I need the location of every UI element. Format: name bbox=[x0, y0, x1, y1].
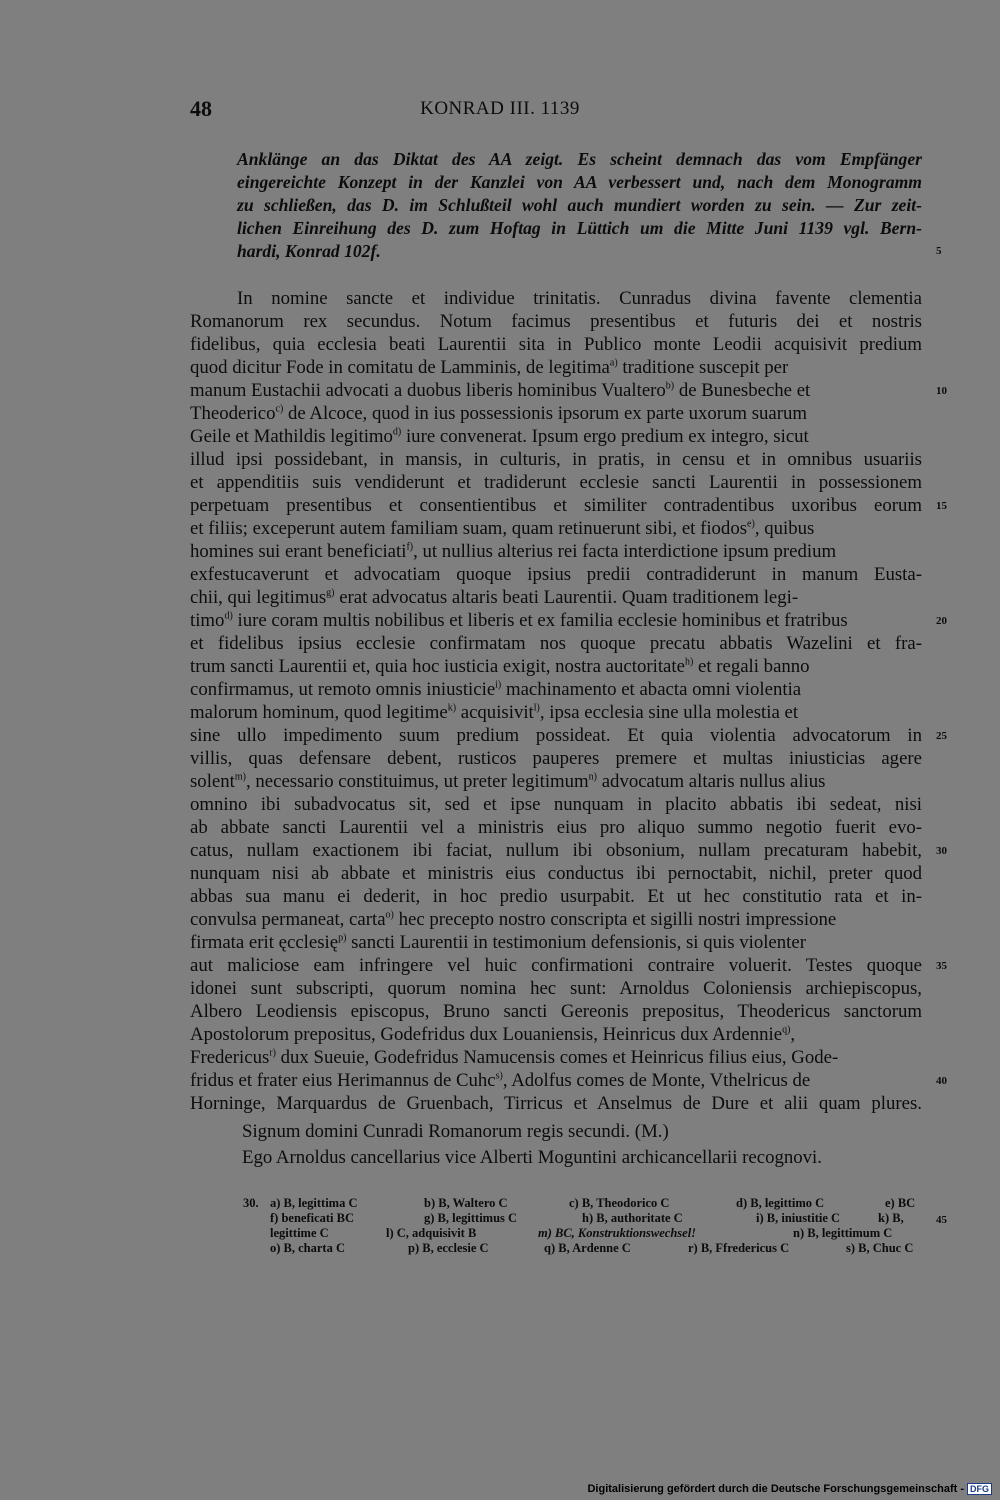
text-line: Albero Leodiensis episcopus, Bruno sancti Gereonis prepositus, Theodericus sanctorum bbox=[190, 1001, 922, 1022]
funding-footer bbox=[587, 1483, 992, 1495]
text-line: nunquam nisi ab abbate et ministris eius conductus ibi pernoctabit, nichil, preter quod bbox=[190, 863, 922, 884]
signum-line: Signum domini Cunradi Romanorum regis secundi. (M.) bbox=[242, 1121, 669, 1142]
text-line: abbas sua manu ei dederit, in hoc predio usurpabit. Et ut hec constitutio rata et in- bbox=[190, 886, 922, 907]
text-line: idonei sunt subscripti, quorum nomina hec sunt: Arnoldus Coloniensis archiepiscopus, bbox=[190, 978, 922, 999]
line-number: 25 bbox=[936, 730, 947, 742]
text-line: villis, quas defensare debent, rusticos pauperes premere et multas iniusticias agere bbox=[190, 748, 922, 769]
text-line: perpetuam presentibus et consentientibus et similiter contradentibus uxoribus eorum bbox=[190, 495, 922, 516]
line-number: 5 bbox=[936, 245, 942, 257]
text-line: manum Eustachii advocati a duobus liberis hominibus Vualtero$^{b)}$ de Bunesbeche et bbox=[190, 380, 811, 401]
text-line: convulsa permaneat, carta$^{o)}$ hec precepto nostro conscripta et sigilli nostri impressione bbox=[190, 909, 837, 930]
text-line: ab abbate sancti Laurentii vel a ministris eius pro aliquo summo negotio fuerit evo- bbox=[190, 817, 922, 838]
text-line: Apostolorum prepositus, Godefridus dux Louaniensis, Heinricus dux Ardennie$^{q)}$, bbox=[190, 1024, 796, 1045]
note-line: eingereichte Konzept in der Kanzlei von AA verbessert und, nach dem Monogramm bbox=[237, 172, 922, 192]
line-number: 35 bbox=[936, 960, 947, 972]
footnote: s) B, Chuc C bbox=[846, 1241, 914, 1255]
text-line: trum sancti Laurentii et, quia hoc iusticia exigit, nostra auctoritate$^{h)}$ et regali banno bbox=[190, 656, 810, 677]
footnote: legittime C bbox=[270, 1226, 329, 1240]
note-line: Anklänge an das Diktat des AA zeigt. Es scheint demnach das vom Empfänger bbox=[237, 149, 922, 169]
text-line: fidelibus, quia ecclesia beati Laurentii sita in Publico monte Leodii acquisivit predium bbox=[190, 334, 922, 355]
text-line: illud ipsi possidebant, in mansis, in culturis, in pratis, in censu et in omnibus usuariis bbox=[190, 449, 922, 470]
text-line: exfestucaverunt et advocatiam quoque ipsius predii contradiderunt in manum Eusta- bbox=[190, 564, 922, 585]
text-line: Fredericus$^{r)}$ dux Sueuie, Godefridus Namucensis comes et Heinricus filius eius, Gode- bbox=[190, 1047, 839, 1068]
line-number: 45 bbox=[936, 1214, 947, 1226]
text-line: Horninge, Marquardus de Gruenbach, Tirricus et Anselmus de Dure et alii quam plures. bbox=[190, 1093, 922, 1114]
text-line: et fidelibus ipsius ecclesie confirmatam nos quoque precatu abbatis Wazelini et fra- bbox=[190, 633, 922, 654]
footnote: h) B, authoritate C bbox=[582, 1211, 683, 1225]
text-line: et filiis; exceperunt autem familiam suam, quam retinuerunt sibi, et fiodos$^{e)}$, quibus bbox=[190, 518, 815, 539]
footnote: c) B, Theodorico C bbox=[569, 1196, 670, 1210]
page-number: 48 bbox=[190, 96, 212, 121]
text-line: quod dicitur Fode in comitatu de Lamminis, de legitima$^{a)}$ traditione suscepit per bbox=[190, 357, 789, 378]
text-line: omnino ibi subadvocatus sit, sed et ipse nunquam in placito abbatis ibi sedeat, nisi bbox=[190, 794, 922, 815]
footnote: a) B, legittima C bbox=[270, 1196, 358, 1210]
text-line: In nomine sancte et individue trinitatis. Cunradus divina favente clementia bbox=[237, 288, 922, 309]
footnote: r) B, Ffredericus C bbox=[688, 1241, 790, 1255]
line-number: 15 bbox=[936, 500, 947, 512]
footnote: q) B, Ardenne C bbox=[544, 1241, 631, 1255]
footnote: n) B, legittimum C bbox=[793, 1226, 893, 1240]
line-number: 20 bbox=[936, 615, 947, 627]
footnote: d) B, legittimo C bbox=[736, 1196, 825, 1210]
text-line: aut maliciose eam infringere vel huic confirmationi contraire voluerit. Testes quoque bbox=[190, 955, 922, 976]
text-line: et appenditiis suis vendiderunt et tradiderunt ecclesie sancti Laurentii in possessionem bbox=[190, 472, 922, 493]
text-line: catus, nullam exactionem ibi faciat, nullum ibi obsonium, nullam precaturam habebit, bbox=[190, 840, 922, 861]
footnote: b) B, Waltero C bbox=[424, 1196, 508, 1210]
text-line: malorum hominum, quod legitime$^{k)}$ acquisivit$^{l)}$, ipsa ecclesia sine ulla molestia et bbox=[190, 702, 799, 723]
text-line: fridus et frater eius Herimannus de Cuhc$^{s)}$, Adolfus comes de Monte, Vthelricus de bbox=[190, 1070, 811, 1091]
note-line: zu schließen, das D. im Schlußteil wohl auch mundiert worden zu sein. — Zur zeit- bbox=[237, 195, 922, 215]
footnote: k) B, bbox=[878, 1211, 904, 1225]
footnote: i) B, iniustitie C bbox=[756, 1211, 841, 1225]
text-line: solent$^{m)}$, necessario constituimus, ut preter legitimum$^{n)}$ advocatum altaris nullus alius bbox=[190, 771, 826, 792]
text-line: homines sui erant beneficiati$^{f)}$, ut nullius alterius rei facta interdictione ipsum predium bbox=[190, 541, 837, 562]
text-line: Romanorum rex secundus. Notum facimus presentibus et futuris dei et nostris bbox=[190, 311, 922, 332]
text-line: sine ullo impedimento suum predium possideat. Et quia violentia advocatorum in bbox=[190, 725, 922, 746]
note-line: hardi, Konrad 102f. bbox=[237, 241, 381, 261]
line-number: 10 bbox=[936, 385, 947, 397]
footnote: m) BC, Konstruktionswechsel! bbox=[538, 1226, 697, 1240]
recognition-line: Ego Arnoldus cancellarius vice Alberti Moguntini archicancellarii recognovi. bbox=[242, 1147, 822, 1168]
funding-text: Digitalisierung gefördert durch die Deutsche Forschungsgemeinschaft - bbox=[587, 1483, 964, 1495]
text-line: firmata erit ęcclesię$^{p)}$ sancti Laurentii in testimonium defensionis, si quis violenter bbox=[190, 932, 806, 953]
text-line: Geile et Mathildis legitimo$^{d)}$ iure convenerat. Ipsum ergo predium ex integro, sicut bbox=[190, 426, 809, 447]
running-title: KONRAD III. 1139 bbox=[420, 98, 580, 119]
line-number: 40 bbox=[936, 1075, 947, 1087]
footnote: l) C, adquisivit B bbox=[386, 1226, 477, 1240]
line-number: 30 bbox=[936, 845, 947, 857]
footnote: p) B, ecclesie C bbox=[408, 1241, 489, 1255]
text-line: timo$^{d)}$ iure coram multis nobilibus et liberis et ex familia ecclesie hominibus et fratribus bbox=[190, 610, 848, 631]
footnote: f) beneficati BC bbox=[270, 1211, 355, 1225]
text-line: chii, qui legitimus$^{g)}$ erat advocatus altaris beati Laurentii. Quam traditionem legi- bbox=[190, 587, 799, 608]
text-line: confirmamus, ut remoto omnis iniusticie$^{i)}$ machinamento et abacta omni violentia bbox=[190, 679, 802, 700]
document-number: 30. bbox=[243, 1196, 259, 1210]
dfg-logo: DFG bbox=[967, 1483, 992, 1495]
footnote: e) BC bbox=[885, 1196, 916, 1210]
footnote: g) B, legittimus C bbox=[424, 1211, 518, 1225]
footnote: o) B, charta C bbox=[270, 1241, 345, 1255]
note-line: lichen Einreihung des D. zum Hoftag in Lüttich um die Mitte Juni 1139 vgl. Bern- bbox=[237, 218, 922, 238]
running-header bbox=[0, 96, 1000, 126]
text-line: Theoderico$^{c)}$ de Alcoce, quod in ius possessionis ipsorum ex parte uxorum suarum bbox=[190, 403, 808, 424]
